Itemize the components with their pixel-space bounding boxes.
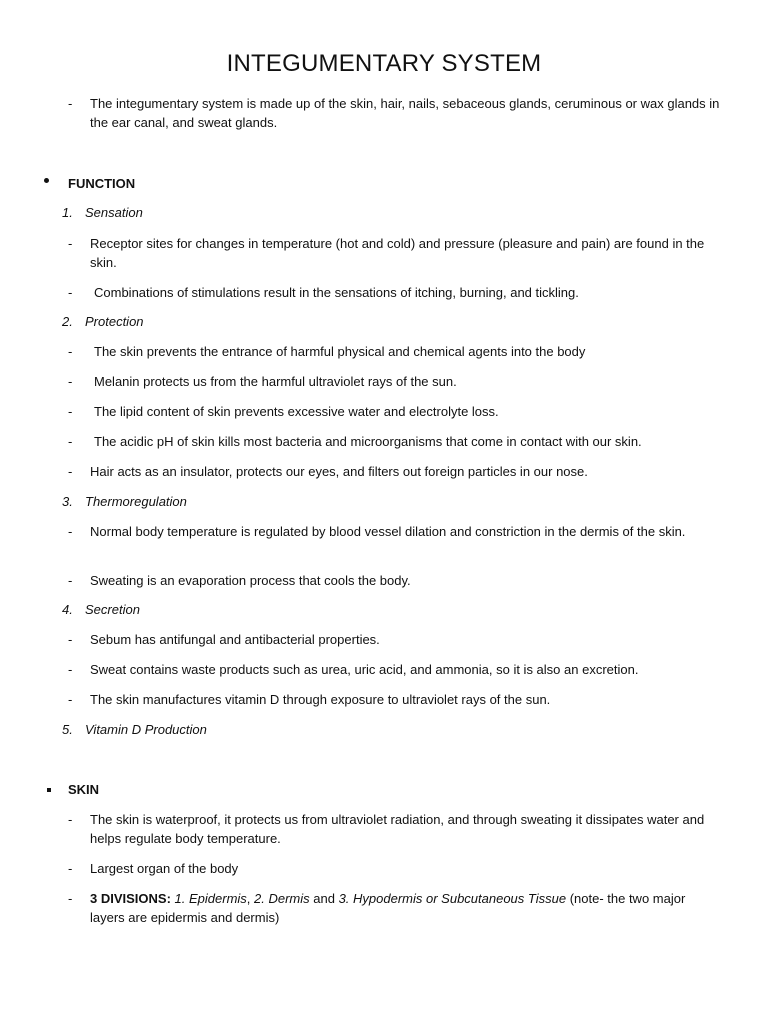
round-bullet-icon <box>44 178 49 183</box>
divisions-separator: , <box>246 891 255 906</box>
divisions-and: and <box>309 891 339 906</box>
list-item: Combinations of stimulations result in the sensations of itching, burning, and tickling. <box>94 285 579 300</box>
list-number: 4. <box>62 602 73 617</box>
function-heading: FUNCTION <box>68 176 136 191</box>
dash-marker: - <box>68 404 73 419</box>
dash-marker: - <box>68 285 73 300</box>
list-number: 3. <box>62 494 73 509</box>
section-label-vitamin-d: Vitamin D Production <box>85 722 207 737</box>
list-item: The skin prevents the entrance of harmful physical and chemical agents into the body <box>94 344 586 359</box>
dash-marker: - <box>68 524 73 539</box>
dash-marker: - <box>68 434 73 449</box>
intro-paragraph: The integumentary system is made up of the skin, hair, nails, sebaceous glands, ceruminous or wax glands in the ear canal, and sweat glands. <box>90 96 720 130</box>
dash-marker: - <box>68 861 73 876</box>
dash-marker: - <box>68 344 73 359</box>
dash-marker: - <box>68 812 73 827</box>
dash-marker: - <box>68 236 73 251</box>
list-item: Normal body temperature is regulated by blood vessel dilation and constriction in the dermis of the skin. <box>90 524 686 539</box>
list-item: The skin manufactures vitamin D through exposure to ultraviolet rays of the sun. <box>90 692 551 707</box>
list-number: 2. <box>62 314 73 329</box>
divisions-note: (note- the two major layers are epidermis and dermis) <box>90 891 686 925</box>
list-item: Sebum has antifungal and antibacterial properties. <box>90 632 380 647</box>
list-item: Sweating is an evaporation process that cools the body. <box>90 573 411 588</box>
dash-marker: - <box>68 662 73 677</box>
division-hypodermis: 3. Hypodermis or Subcutaneous Tissue <box>338 891 567 906</box>
square-bullet-icon <box>47 788 51 792</box>
list-item: Largest organ of the body <box>90 861 239 876</box>
division-epidermis: 1. Epidermis <box>174 891 247 906</box>
dash-marker: - <box>68 692 73 707</box>
list-item: Melanin protects us from the harmful ultraviolet rays of the sun. <box>94 374 457 389</box>
skin-heading: SKIN <box>68 782 100 797</box>
list-item: Hair acts as an insulator, protects our eyes, and filters out foreign particles in our nose. <box>90 464 588 479</box>
list-item: Receptor sites for changes in temperature (hot and cold) and pressure (pleasure and pain) are found in the skin. <box>90 236 705 270</box>
section-label-sensation: Sensation <box>85 205 143 220</box>
page-title: INTEGUMENTARY SYSTEM <box>226 50 542 77</box>
dash-marker: - <box>68 464 73 479</box>
divisions-label: 3 DIVISIONS: <box>90 891 171 906</box>
division-dermis: 2. Dermis <box>254 891 310 906</box>
section-label-protection: Protection <box>85 314 144 329</box>
section-label-thermoregulation: Thermoregulation <box>85 494 187 509</box>
list-number: 5. <box>62 722 73 737</box>
dash-marker: - <box>68 891 73 906</box>
list-item: The lipid content of skin prevents excessive water and electrolyte loss. <box>94 404 499 419</box>
dash-marker: - <box>68 96 73 111</box>
list-item: Sweat contains waste products such as urea, uric acid, and ammonia, so it is also an excretion. <box>90 662 639 677</box>
dash-marker: - <box>68 374 73 389</box>
dash-marker: - <box>68 632 73 647</box>
dash-marker: - <box>68 573 73 588</box>
list-item: The skin is waterproof, it protects us from ultraviolet radiation, and through sweating it dissipates water and helps regulate body temperature. <box>90 812 705 846</box>
divisions-item <box>90 889 720 927</box>
list-number: 1. <box>62 205 73 220</box>
section-label-secretion: Secretion <box>85 602 140 617</box>
list-item: The acidic pH of skin kills most bacteria and microorganisms that come in contact with our skin. <box>94 434 642 449</box>
